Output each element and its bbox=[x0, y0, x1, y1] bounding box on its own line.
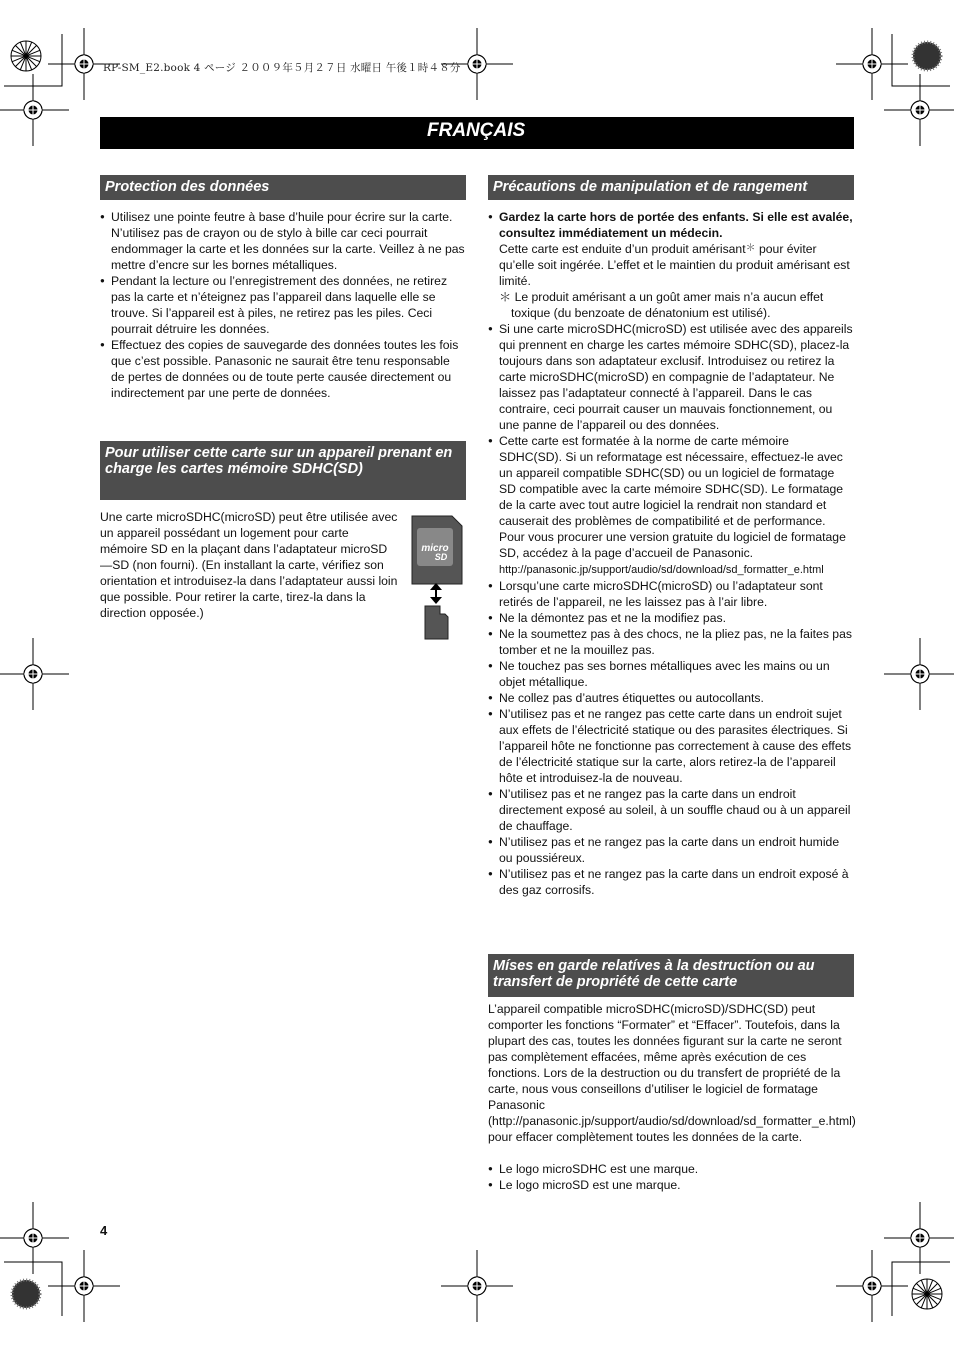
list-item: ● N’utilisez pas et ne rangez pas la carte dans un endroit humide ou poussiéreux. bbox=[488, 834, 854, 866]
list-item: ● Effectuez des copies de sauvegarde des données toutes les fois que c’est possible. Panasonic ne saurait être tenu responsable de pertes de données ou de toute perte causée directement ou indirectement par une perte de données. bbox=[100, 337, 466, 401]
list-item-children bbox=[488, 209, 854, 321]
protection-list bbox=[100, 209, 466, 401]
usage-body bbox=[100, 509, 398, 621]
list-item-format bbox=[488, 433, 854, 578]
asterisk-mark: ＊ bbox=[745, 243, 756, 254]
page-number: 4 bbox=[100, 1223, 108, 1238]
list-item: ● N’utilisez pas et ne rangez pas la carte dans un endroit directement exposé au soleil, à un souffle chaud ou à un appareil de chauffage. bbox=[488, 786, 854, 834]
precautions-list bbox=[488, 209, 854, 898]
banner-title: FRANÇAIS bbox=[427, 120, 526, 141]
list-item: ● Le logo microSD est une marque. bbox=[488, 1177, 854, 1193]
footnote: ＊ Le produit amérisant a un goût amer mais n’a aucun effet toxique (du benzoate de dénatonium est utilisé). bbox=[499, 290, 824, 320]
list-item: ● Le logo microSDHC est une marque. bbox=[488, 1161, 854, 1177]
language-banner bbox=[100, 117, 854, 149]
warning-bold: Gardez la carte hors de portée des enfants. Si elle est avalée, consultez immédiatement un médecin. bbox=[499, 210, 853, 240]
sd-adapter-illustration-icon bbox=[408, 514, 464, 644]
section-title-precautions: Précautions de manipulation et de rangement bbox=[488, 175, 854, 200]
format-text: Cette carte est formatée à la norme de carte mémoire SDHC(SD). Si un reformatage est nécessaire, effectuez-le avec un appareil compatible SDHC(SD) ou un logiciel de formatage SD compatible avec la carte mémoire SDHC(SD). Le formatage de la carte avec tout autre logiciel la rendrait non standard et causerait des problèmes de compatibilité et de performance. Pour vous procurer une version gratuite du logiciel de formatage SD, accédez à la page d’accueil de Panasonic. bbox=[499, 434, 846, 560]
list-item: ● Ne la soumettez pas à des chocs, ne la pliez pas, ne la faites pas tomber et ne la mouillez pas. bbox=[488, 626, 854, 658]
formatter-url-link[interactable]: http://panasonic.jp/support/audio/sd/download/sd_formatter_e.html bbox=[499, 564, 824, 576]
section-title-usage: Pour utiliser cette carte sur un appareil prenant en charge les cartes mémoire SDHC(SD) bbox=[100, 441, 466, 500]
list-item: ● Lorsqu’une carte microSDHC(microSD) ou l’adaptateur sont retirés de l’appareil, ne les laissez pas à l’air libre. bbox=[488, 578, 854, 610]
list-item: ● Si une carte microSDHC(microSD) est utilisée avec des appareils qui prennent en charge les cartes mémoire SDHC(SD), placez-la toujours dans son adaptateur exclusif. Introduisez ou retirez la carte microSDHC(microSD) en compagnie de l’adaptateur. Ne laissez pas l’adaptateur connecté à l’appareil. Dans le cas contraire, ceci pourrait causer un mauvais fonctionnement, ou une panne de l’appareil ou des données. bbox=[488, 321, 854, 433]
usage-paragraph: Une carte microSDHC(microSD) peut être utilisée avec un appareil possédant un logement pour carte mémoire SD en la plaçant dans l’adaptateur microSD—SD (non fourni). (En installant la carte, vérifiez son orientation et introduisez-la dans l’adaptateur aussi loin que possible. Pour retirer la carte, tirez-la dans la direction opposée.) bbox=[100, 510, 398, 620]
bittering-text-2: pour éviter qu’elle soit ingérée. L’effet et le maintien du produit amérisant est limité. bbox=[499, 242, 850, 288]
destruction-body bbox=[488, 1001, 854, 1193]
svg-text:micro: micro bbox=[421, 543, 449, 554]
section-title-protection: Protection des données bbox=[100, 175, 466, 200]
list-item: ● Ne touchez pas ses bornes métalliques avec les mains ou un objet métallique. bbox=[488, 658, 854, 690]
list-item: ● Pendant la lecture ou l’enregistrement des données, ne retirez pas la carte et n’éteignez pas l’appareil dans laquelle elle se trouve. Si l’appareil est à piles, ne retirez pas les piles. Ceci pourrait détruire les données. bbox=[100, 273, 466, 337]
print-header: RP-SM_E2.book 4 ページ ２００９年５月２７日 水曜日 午後１時４８分 bbox=[103, 62, 461, 74]
list-item: ● N’utilisez pas et ne rangez pas la carte dans un endroit exposé à des gaz corrosifs. bbox=[488, 866, 854, 898]
svg-text:SD: SD bbox=[434, 552, 448, 562]
list-item: ● Utilisez une pointe feutre à base d’huile pour écrire sur la carte. N’utilisez pas de crayon ou de stylo à bille car ceci pourrait endommager la carte et les données sur la carte. Veillez à ne pas mettre d’encre sur les bornes métalliques. bbox=[100, 209, 466, 273]
destruction-paragraph: L’appareil compatible microSDHC(microSD)/SDHC(SD) peut comporter les fonctions “Formater” et “Effacer”. Toutefois, dans la plupart des cas, toutes les données figurant sur la carte ne seront pas complètement effacées, même après exécution de ces fonctions. Lors de la destruction ou du transfert de propriété de la carte, nous vous conseillons d’utiliser le logiciel de formatage Panasonic (http://panasonic.jp/support/audio/sd/download/sd_formatter_e.html) pour effacer complètement toutes les données de la carte. bbox=[488, 1002, 856, 1144]
list-item: ● Ne collez pas d’autres étiquettes ou autocollants. bbox=[488, 690, 854, 706]
bittering-text: Cette carte est enduite d’un produit amérisant bbox=[499, 242, 746, 256]
list-item: ● N’utilisez pas et ne rangez pas cette carte dans un endroit sujet aux effets de l’électricité statique ou des parasites électriques. Si l’appareil hôte ne fonctionne pas correctement à cause des effets de l’électricité statique sur la carte, alors retirez-la de l’appareil hôte et introduisez-la de nouveau. bbox=[488, 706, 854, 786]
list-item: ● Ne la démontez pas et ne la modifiez pas. bbox=[488, 610, 854, 626]
section-title-destruction: Míses en garde relatíves à la destructíon ou au transfert de propriété de cette carte bbox=[488, 954, 854, 997]
